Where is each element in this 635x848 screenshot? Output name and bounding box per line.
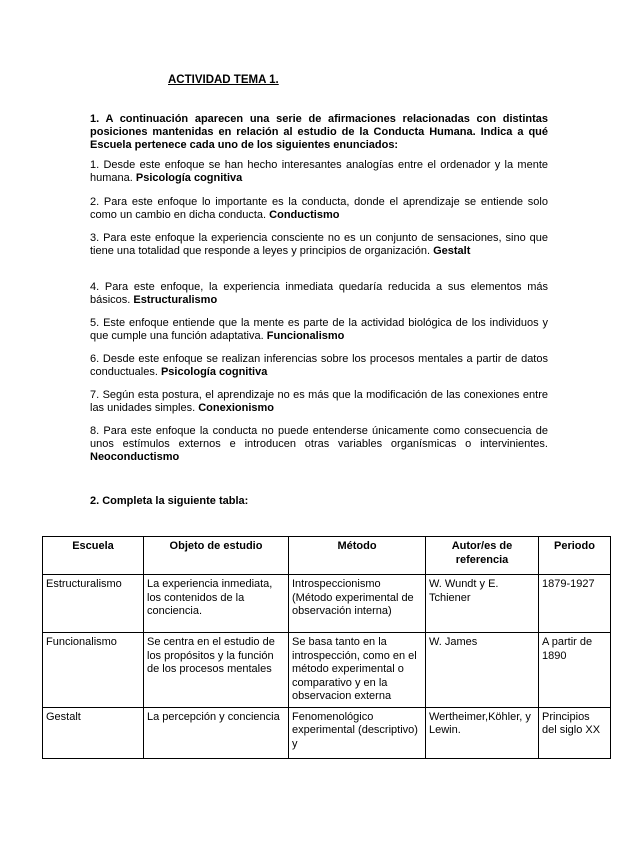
statement-3 bbox=[90, 232, 548, 258]
table-cell: Funcionalismo bbox=[43, 633, 144, 708]
statement-5 bbox=[90, 317, 548, 343]
statement-answer: Neoconductismo bbox=[90, 451, 180, 463]
table-cell: La percepción y conciencia bbox=[144, 707, 289, 758]
table-cell: W. Wundt y E. Tchiener bbox=[426, 575, 539, 633]
statement-4 bbox=[90, 281, 548, 307]
header-metodo: Método bbox=[289, 537, 426, 575]
statement-6 bbox=[90, 353, 548, 379]
table-cell: Introspeccionismo (Método experimental de observación interna) bbox=[289, 575, 426, 633]
table-cell: Se basa tanto en la introspección, como en el método experimental o comparativo y en la observacion externa bbox=[289, 633, 426, 708]
table-cell: W. James bbox=[426, 633, 539, 708]
statement-answer: Psicología cognitiva bbox=[135, 172, 243, 184]
statement-1 bbox=[90, 159, 548, 185]
table-cell: Gestalt bbox=[43, 707, 144, 758]
statement-text: 1. Desde este enfoque se han hecho interesantes analogías entre el ordenador y la mente humana. bbox=[90, 159, 548, 184]
table-row bbox=[43, 633, 611, 708]
statement-answer: Gestalt bbox=[433, 245, 471, 257]
statement-7 bbox=[90, 389, 548, 415]
statement-text: 8. Para este enfoque la conducta no puede entenderse únicamente como consecuencia de unos estímulos externos e introducen otras variables organísmicas o intervinientes. bbox=[90, 425, 548, 450]
statement-text: 7. Según esta postura, el aprendizaje no es más que la modificación de las conexiones entre las unidades simples. bbox=[90, 389, 548, 414]
page-title: ACTIVIDAD TEMA 1. bbox=[168, 74, 279, 86]
question-1-prompt: 1. A continuación aparecen una serie de afirmaciones relacionadas con distintas posiciones mantenidas en relación al estudio de la Conducta Humana. Indica a qué Escuela pertenece cada uno de los siguientes enunciados: bbox=[90, 113, 548, 151]
question-2-prompt: 2. Completa la siguiente tabla: bbox=[90, 495, 249, 507]
statement-answer: Psicología cognitiva bbox=[160, 366, 268, 378]
statement-text: 6. Desde este enfoque se realizan inferencias sobre los procesos mentales a partir de datos conductuales. bbox=[90, 353, 548, 378]
schools-table bbox=[42, 536, 611, 759]
statement-text: 5. Este enfoque entiende que la mente es parte de la actividad biológica de los individuos y que cumple una función adaptativa. bbox=[90, 317, 548, 342]
statement-answer: Estructuralismo bbox=[133, 294, 218, 306]
table-cell: Fenomenológico experimental (descriptivo) y bbox=[289, 707, 426, 758]
table-cell: Estructuralismo bbox=[43, 575, 144, 633]
table-cell: A partir de 1890 bbox=[539, 633, 611, 708]
table-cell: Wertheimer,Köhler, y Lewin. bbox=[426, 707, 539, 758]
statement-text: 2. Para este enfoque lo importante es la conducta, donde el aprendizaje se entiende solo como un cambio en dicha conducta. bbox=[90, 196, 548, 221]
header-periodo: Periodo bbox=[539, 537, 611, 575]
table-cell: La experiencia inmediata, los contenidos de la conciencia. bbox=[144, 575, 289, 633]
table-row bbox=[43, 707, 611, 758]
table-header-row bbox=[43, 537, 611, 575]
table-cell: Se centra en el estudio de los propósitos y la función de los procesos mentales bbox=[144, 633, 289, 708]
table-cell: 1879-1927 bbox=[539, 575, 611, 633]
header-objeto: Objeto de estudio bbox=[144, 537, 289, 575]
table-row bbox=[43, 575, 611, 633]
statement-text: 3. Para este enfoque la experiencia consciente no es un conjunto de sensaciones, sino que tiene una totalidad que responde a leyes y principios de organización. bbox=[90, 232, 548, 257]
statement-text: 4. Para este enfoque, la experiencia inmediata quedaría reducida a sus elementos más básicos. bbox=[90, 281, 548, 306]
header-autores: Autor/es de referencia bbox=[426, 537, 539, 575]
statement-8 bbox=[90, 425, 548, 464]
statement-2 bbox=[90, 196, 548, 222]
table-cell: Principios del siglo XX bbox=[539, 707, 611, 758]
statement-answer: Conexionismo bbox=[198, 402, 275, 414]
header-escuela: Escuela bbox=[43, 537, 144, 575]
statement-answer: Funcionalismo bbox=[266, 330, 345, 342]
statement-answer: Conductismo bbox=[269, 209, 340, 221]
